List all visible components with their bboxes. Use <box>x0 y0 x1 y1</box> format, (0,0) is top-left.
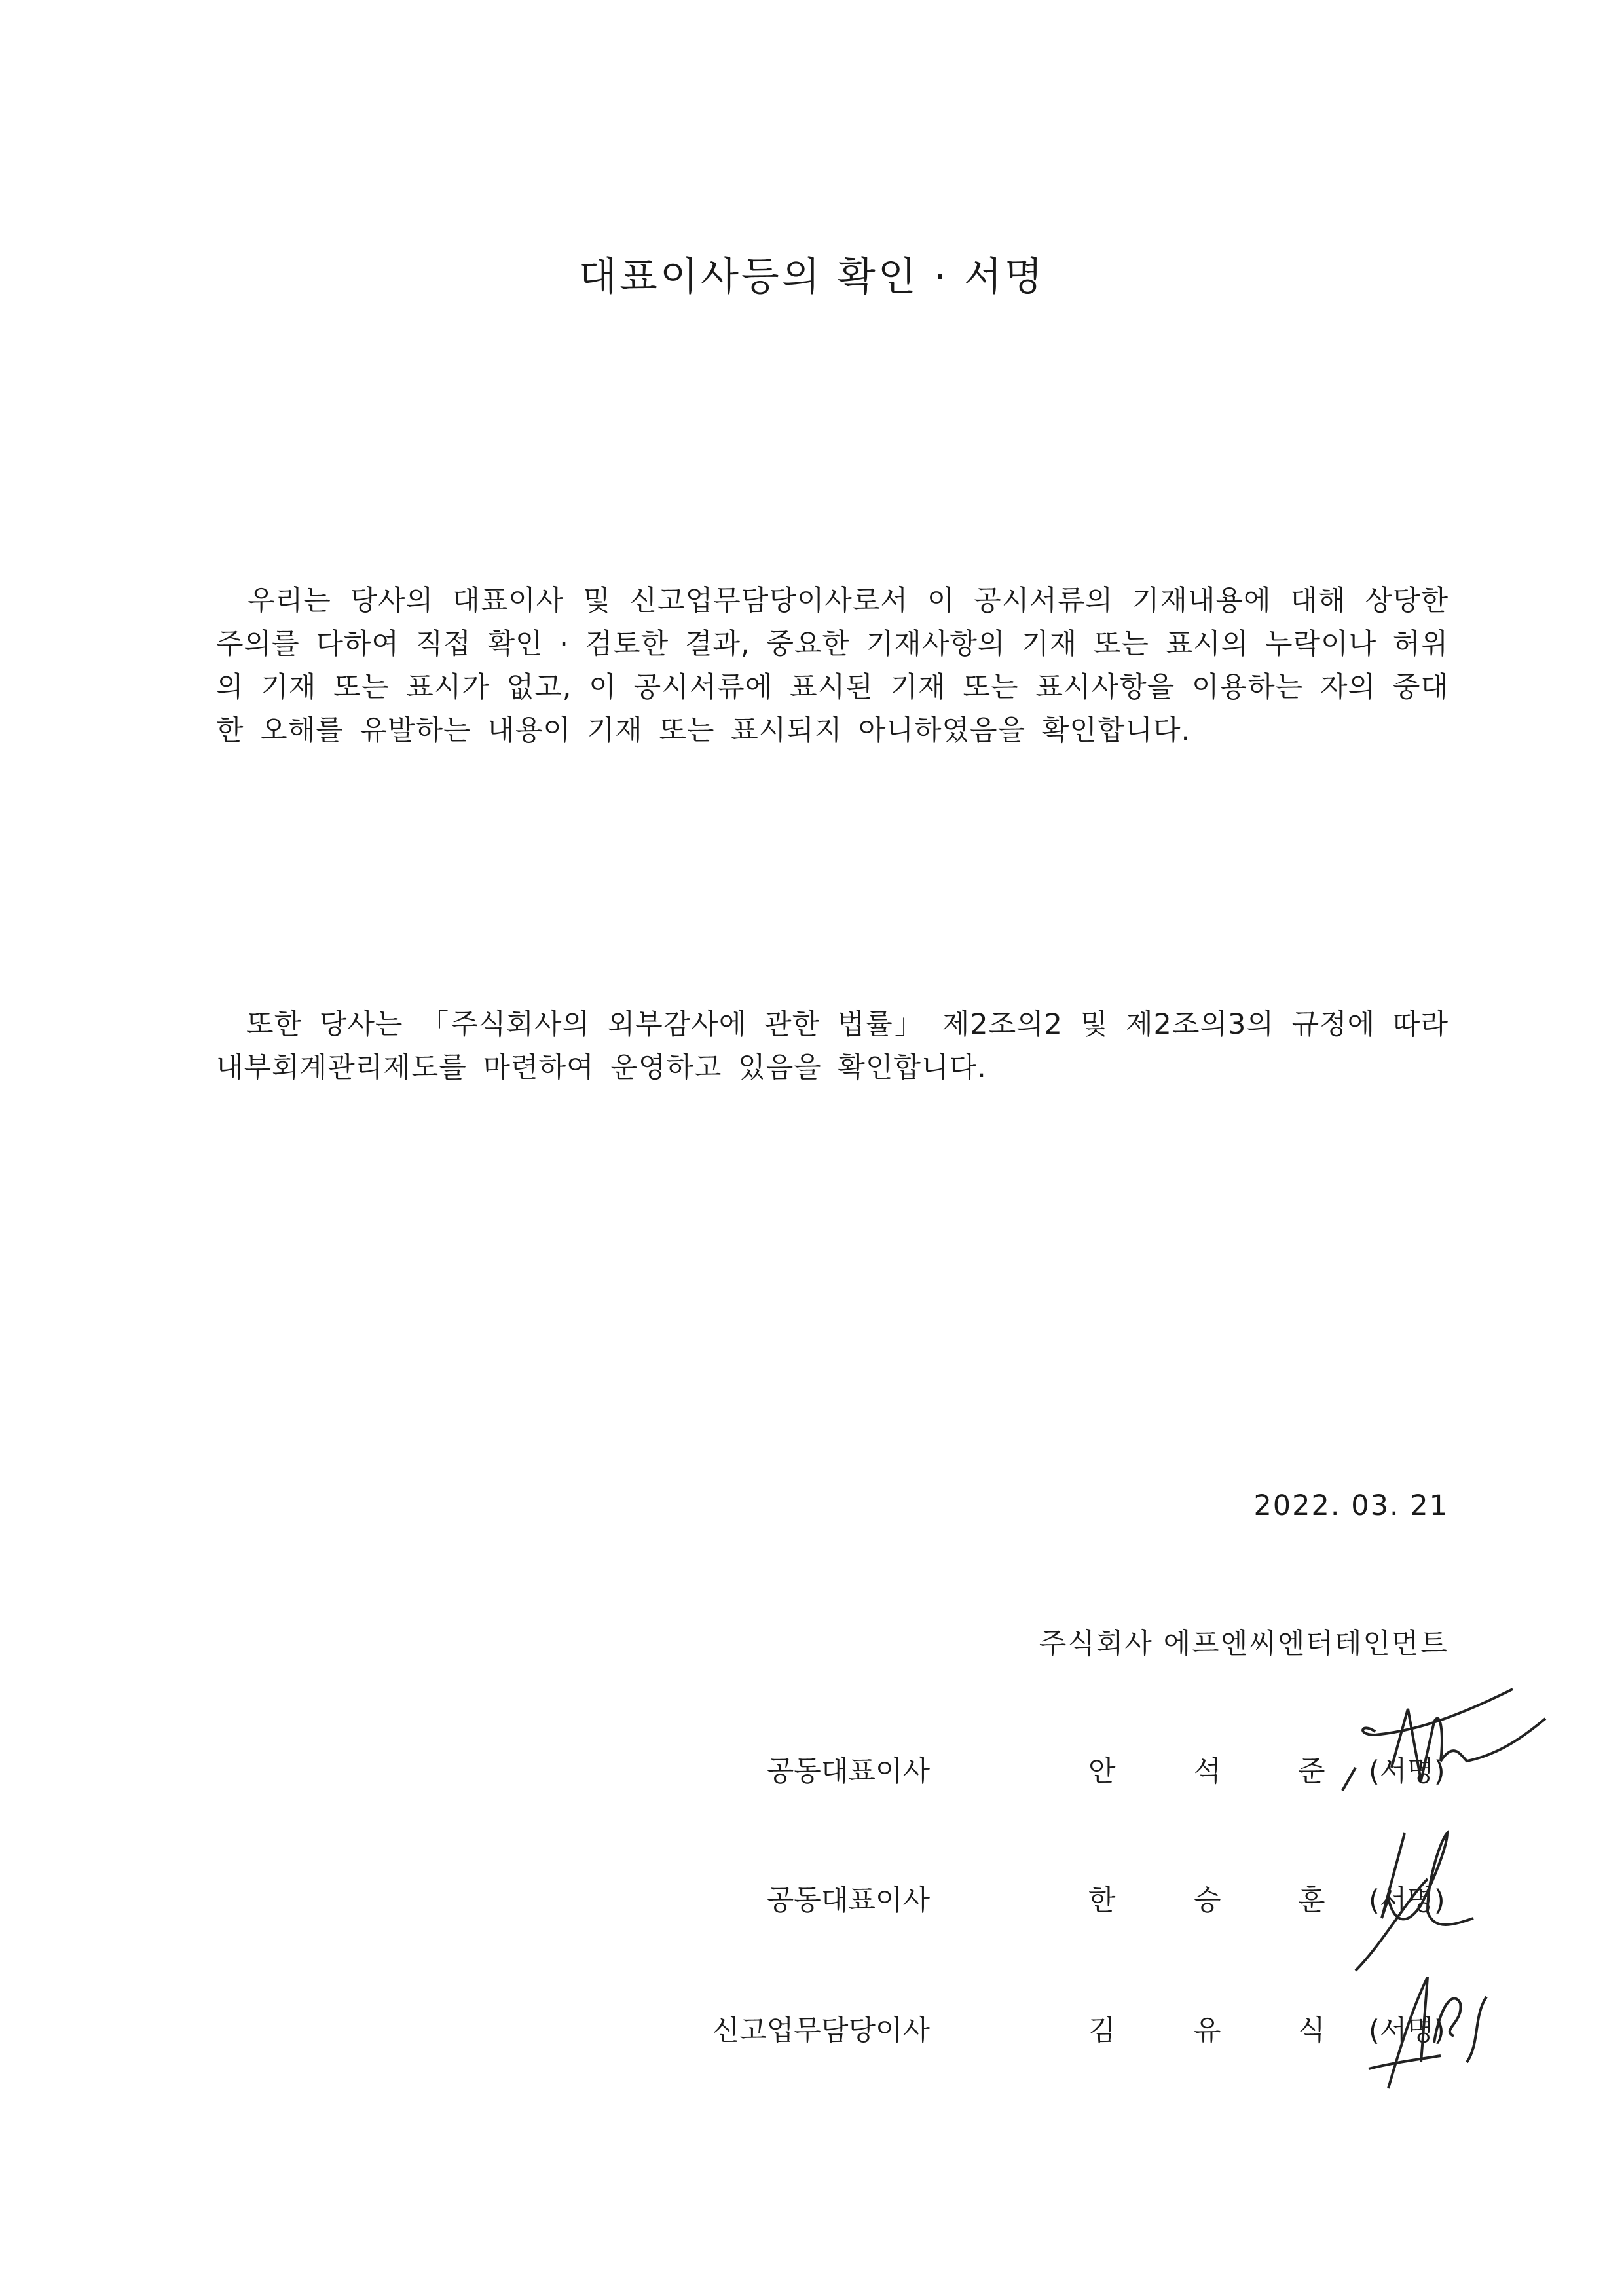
signature-3-image <box>1356 1964 1506 2095</box>
signatory-name-2: 승 <box>1194 1884 1221 1917</box>
signatory-name-3: 준 <box>1298 1755 1325 1788</box>
document-title: 대표이사등의 확인 · 서명 <box>579 254 1045 300</box>
internal-control-paragraph: 또한 당사는 「주식회사의 외부감사에 관한 법률」 제2조의2 및 제2조의3의 규정에 따라 내부회계관리제도를 마련하여 운영하고 있음을 확인합니다. <box>216 1008 1449 1084</box>
document-date: 2022. 03. 21 <box>1253 1489 1449 1522</box>
signature-label: (서명) <box>1369 1884 1445 1917</box>
signatory-name-2: 유 <box>1194 2014 1221 2047</box>
signatory-role: 공동대표이사 <box>766 1884 930 1917</box>
signatory-name-1: 한 <box>1088 1884 1116 1917</box>
signatory-name-1: 김 <box>1088 2014 1116 2047</box>
signatory-name-3: 훈 <box>1298 1884 1325 1917</box>
signatory-name-3: 식 <box>1298 2014 1325 2047</box>
signatory-name-2: 석 <box>1194 1755 1221 1788</box>
signature-1-image <box>1329 1683 1578 1807</box>
company-name: 주식회사 에프엔씨엔터테인먼트 <box>1039 1628 1449 1660</box>
signature-label: (서명) <box>1369 2014 1445 2047</box>
signatory-role: 신고업무담당이사 <box>712 2014 930 2047</box>
signatory-role: 공동대표이사 <box>766 1755 930 1788</box>
confirmation-paragraph: 우리는 당사의 대표이사 및 신고업무담당이사로서 이 공시서류의 기재내용에 대해 상당한 주의를 다하여 직접 확인 · 검토한 결과, 중요한 기재사항의 기재 또는 표시의 누락이나 허위의 기재 또는 표시가 없고, 이 공시서류에 표시된 기재 또는 표시사항을 이용하는 자의 중대한 오해를 유발하는 내용이 기재 또는 표시되지 아니하였음을 확인합니다. <box>216 585 1449 747</box>
signature-2-image <box>1349 1827 1500 1977</box>
signature-label: (서명) <box>1369 1755 1445 1788</box>
signatory-name-1: 안 <box>1088 1755 1116 1788</box>
